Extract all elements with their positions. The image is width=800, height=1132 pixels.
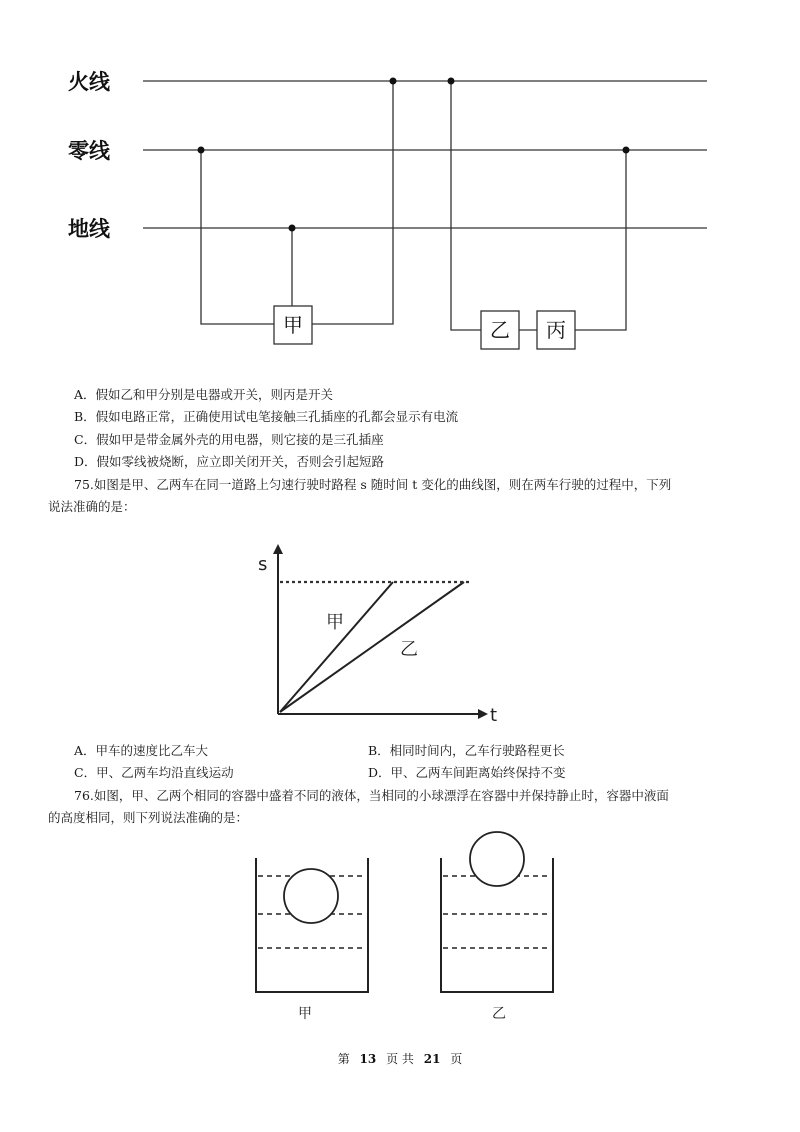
jia-live-branch bbox=[312, 81, 393, 324]
wire-label-live: 火线 bbox=[68, 70, 110, 94]
wire-label-ground: 地线 bbox=[68, 217, 110, 241]
ball-yi bbox=[470, 832, 524, 886]
container-label-yi: 乙 bbox=[492, 1006, 506, 1022]
yi-live-branch bbox=[451, 81, 481, 330]
containers-figure bbox=[0, 830, 800, 1030]
junction-dot bbox=[289, 225, 296, 232]
container-label-jia: 甲 bbox=[298, 1006, 312, 1022]
line-label-yi: 乙 bbox=[400, 639, 418, 660]
bing-neutral-branch bbox=[575, 150, 626, 330]
distance-time-graph bbox=[0, 538, 800, 738]
junction-dot bbox=[198, 147, 205, 154]
q76-stem-cont: 的高度相同，则下列说法准确的是： bbox=[48, 810, 249, 825]
footer-total-pages: 21 bbox=[423, 1052, 441, 1066]
q74-option-a: A．假如乙和甲分别是电器或开关，则丙是开关 bbox=[74, 387, 334, 402]
line-yi bbox=[280, 582, 464, 712]
q76-stem: 76.如图，甲、乙两个相同的容器中盛着不同的液体，当相同的小球漂浮在容器中并保持静止时，容器中液面 bbox=[74, 788, 669, 803]
footer-suffix: 页 bbox=[450, 1052, 463, 1066]
q75-option-b: B．相同时间内，乙车行驶路程更长 bbox=[368, 743, 565, 758]
q75-stem-cont: 说法准确的是： bbox=[48, 499, 136, 514]
ball-jia bbox=[284, 869, 338, 923]
q75-stem: 75.如图是甲、乙两车在同一道路上匀速行驶时路程 s 随时间 t 变化的曲线图，则在两车行驶的过程中，下列 bbox=[74, 477, 672, 492]
q75-option-a: A．甲车的速度比乙车大 bbox=[74, 743, 209, 758]
junction-dot bbox=[448, 78, 455, 85]
circuit-diagram bbox=[0, 0, 800, 360]
box-label-bing: 丙 bbox=[546, 318, 566, 342]
s-axis-label: s bbox=[258, 554, 268, 575]
wire-label-neutral: 零线 bbox=[68, 139, 110, 163]
page-footer bbox=[0, 1050, 800, 1067]
q74-option-c: C．假如甲是带金属外壳的用电器，则它接的是三孔插座 bbox=[74, 432, 384, 447]
q75-option-d: D．甲、乙两车间距离始终保持不变 bbox=[368, 765, 566, 780]
junction-dot bbox=[390, 78, 397, 85]
footer-prefix: 第 bbox=[337, 1052, 350, 1066]
q75-option-c: C．甲、乙两车均沿直线运动 bbox=[74, 765, 234, 780]
t-axis-label: t bbox=[490, 705, 498, 726]
line-jia bbox=[280, 582, 393, 712]
box-label-jia: 甲 bbox=[283, 313, 303, 337]
jia-neutral-branch bbox=[201, 150, 274, 324]
box-label-yi: 乙 bbox=[490, 318, 510, 342]
footer-page-number: 13 bbox=[359, 1052, 377, 1066]
line-label-jia: 甲 bbox=[326, 612, 344, 633]
junction-dot bbox=[623, 147, 630, 154]
q74-option-b: B．假如电路正常，正确使用试电笔接触三孔插座的孔都会显示有电流 bbox=[74, 409, 459, 424]
q74-option-d: D．假如零线被烧断，应立即关闭开关，否则会引起短路 bbox=[74, 454, 385, 469]
footer-mid: 页 共 bbox=[386, 1052, 414, 1066]
